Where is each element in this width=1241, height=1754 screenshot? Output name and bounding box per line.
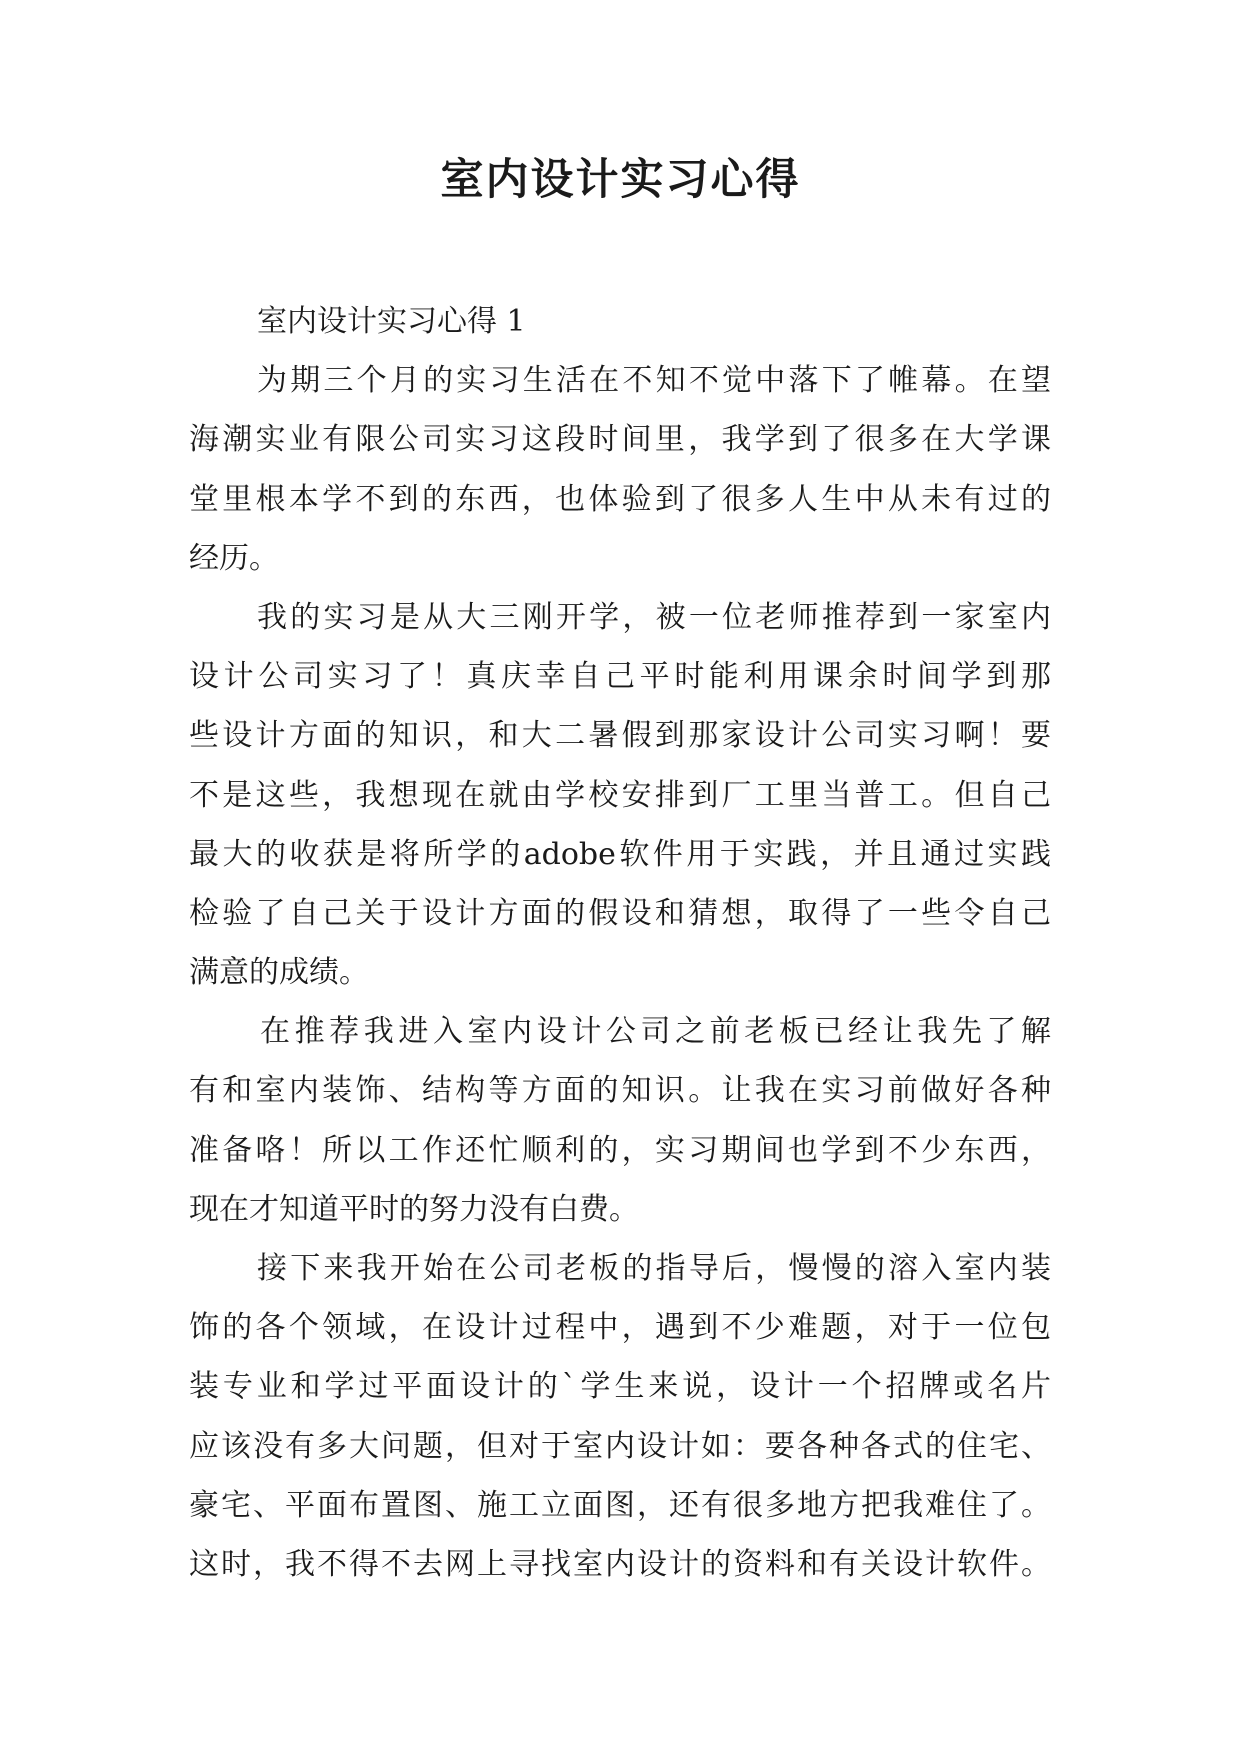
paragraph-line: 应该没有多大问题，但对于室内设计如：要各种各式的住宅、	[189, 1428, 1051, 1464]
paragraph-line: 我的实习是从大三刚开学，被一位老师推荐到一家室内	[257, 599, 1051, 635]
paragraph-line: 最大的收获是将所学的adobe软件用于实践，并且通过实践	[189, 836, 1051, 872]
paragraph-line: 些设计方面的知识，和大二暑假到那家设计公司实习啊！要	[189, 718, 1051, 754]
paragraph-line: 装专业和学过平面设计的`学生来说，设计一个招牌或名片	[189, 1369, 1051, 1405]
paragraph-line: 为期三个月的实习生活在不知不觉中落下了帷幕。在望	[257, 363, 1051, 399]
paragraph-line: 满意的成绩。	[189, 955, 369, 991]
paragraph-line: 现在才知道平时的努力没有白费。	[189, 1191, 639, 1227]
section-heading: 室内设计实习心得 1	[257, 304, 526, 339]
paragraph-line: 海潮实业有限公司实习这段时间里，我学到了很多在大学课	[189, 422, 1051, 458]
paragraph-line: 在推荐我进入室内设计公司之前老板已经让我先了解	[260, 1014, 1051, 1050]
paragraph-line: 豪宅、平面布置图、施工立面图，还有很多地方把我难住了。	[189, 1487, 1051, 1523]
paragraph-line: 堂里根本学不到的东西，也体验到了很多人生中从未有过的	[189, 481, 1051, 517]
paragraph-line: 准备咯！所以工作还忙顺利的，实习期间也学到不少东西，	[189, 1132, 1051, 1168]
document-title: 室内设计实习心得	[440, 155, 801, 205]
document-body	[189, 292, 1051, 1594]
paragraph-line: 饰的各个领域，在设计过程中，遇到不少难题，对于一位包	[189, 1310, 1051, 1346]
paragraph-line: 有和室内装饰、结构等方面的知识。让我在实习前做好各种	[189, 1073, 1051, 1109]
paragraph-line: 设计公司实习了！真庆幸自己平时能利用课余时间学到那	[189, 659, 1051, 695]
paragraph-2	[189, 588, 1051, 1002]
paragraph-1	[189, 351, 1051, 588]
paragraph-line: 这时，我不得不去网上寻找室内设计的资料和有关设计软件。	[189, 1546, 1051, 1582]
paragraph-line: 检验了自己关于设计方面的假设和猜想，取得了一些令自己	[189, 895, 1051, 931]
paragraph-3	[189, 1002, 1051, 1239]
paragraph-line: 不是这些，我想现在就由学校安排到厂工里当普工。但自己	[189, 777, 1051, 813]
paragraph-line: 接下来我开始在公司老板的指导后，慢慢的溶入室内装	[257, 1251, 1051, 1286]
paragraph-4	[189, 1239, 1051, 1594]
paragraph-line: 经历。	[189, 540, 279, 576]
